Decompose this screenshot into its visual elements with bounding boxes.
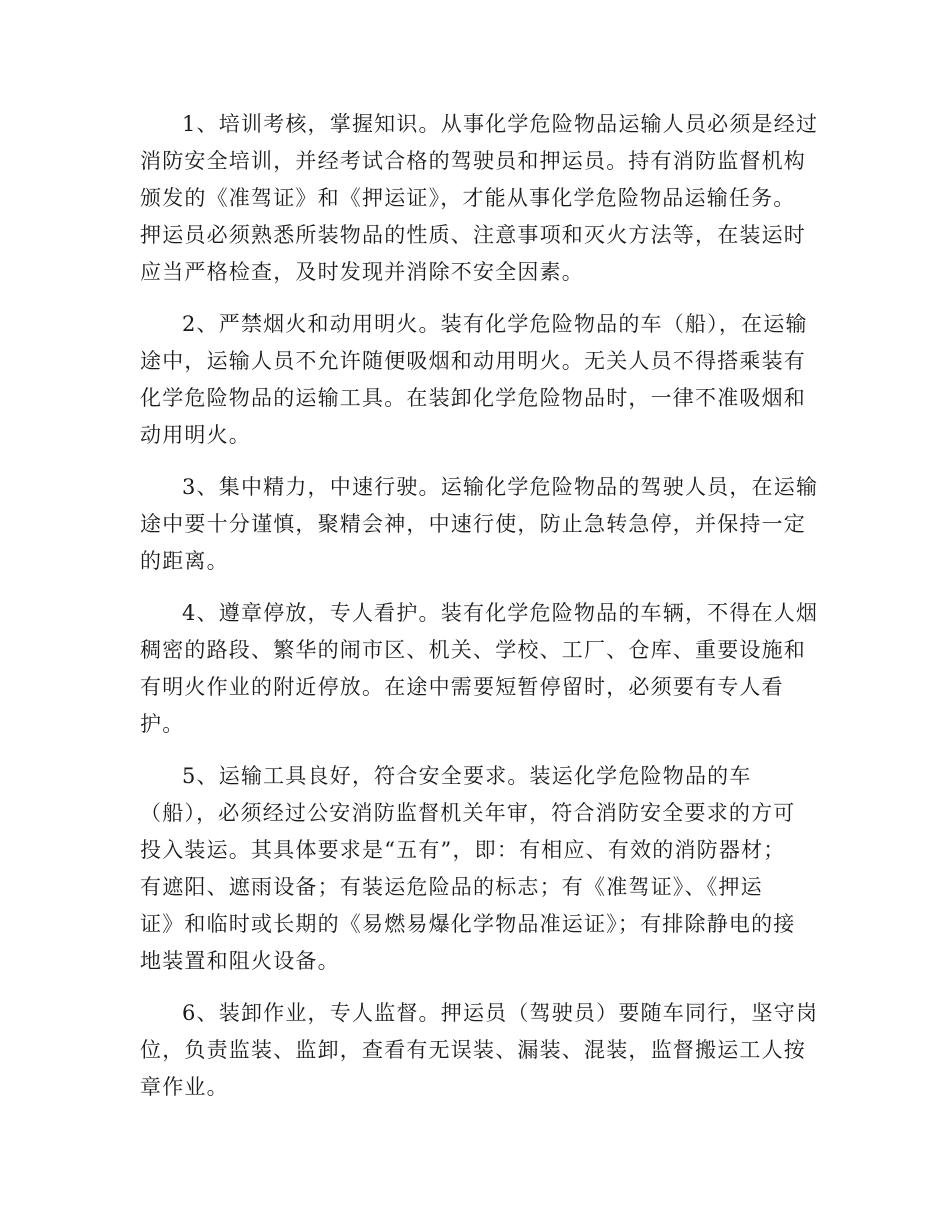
text-line: 1、培训考核，掌握知识。从事化学危险物品运输人员必须是经过 xyxy=(182,112,819,136)
paragraph-loading-supervision xyxy=(140,995,819,1106)
text-line: 5、运输工具良好，符合安全要求。装运化学危险物品的车 xyxy=(182,764,752,788)
paragraph-training xyxy=(140,106,819,291)
text-line: 动用明火。 xyxy=(140,423,251,447)
text-line: 地装置和阻火设备。 xyxy=(140,949,340,973)
text-line: 3、集中精力，中速行驶。运输化学危险物品的驾驶人员，在运输 xyxy=(182,475,819,499)
text-line: （船），必须经过公安消防监督机关年审，符合消防安全要求的方可 xyxy=(140,801,796,825)
text-line: 化学危险物品的运输工具。在装卸化学危险物品时，一律不准吸烟和 xyxy=(140,386,806,410)
paragraph-no-fire xyxy=(140,306,812,454)
text-line: 应当严格检查，及时发现并消除不安全因素。 xyxy=(140,260,584,284)
text-line: 4、遵章停放，专人看护。装有化学危险物品的车辆，不得在人烟 xyxy=(182,601,819,625)
text-line: 稠密的路段、繁华的闹市区、机关、学校、工厂、仓库、重要设施和 xyxy=(140,638,806,662)
text-line: 证》和临时或长期的《易燃易爆化学物品准运证》；有排除静电的接 xyxy=(140,912,796,936)
text-line: 途中，运输人员不允许随便吸烟和动用明火。无关人员不得搭乘装有 xyxy=(140,349,806,373)
document-body xyxy=(140,106,819,1121)
text-line: 的距离。 xyxy=(140,549,229,573)
text-line: 颁发的《准驾证》和《押运证》，才能从事化学危险物品运输任务。 xyxy=(140,186,796,210)
text-line: 护。 xyxy=(140,712,185,736)
text-line: 途中要十分谨慎，聚精会神，中速行使，防止急转急停，并保持一定 xyxy=(140,512,806,536)
text-line: 押运员必须熟悉所装物品的性质、注意事项和灭火方法等，在装运时 xyxy=(140,223,806,247)
paragraph-focus-driving xyxy=(140,469,819,580)
text-line: 有遮阳、遮雨设备；有装运危险品的标志；有《准驾证》、《押运 xyxy=(140,875,763,899)
text-line: 章作业。 xyxy=(140,1075,229,1099)
text-line: 6、装卸作业，专人监督。押运员（驾驶员）要随车同行，坚守岗 xyxy=(182,1001,819,1025)
paragraph-vehicle-requirements xyxy=(140,758,812,980)
text-line: 位，负责监装、监卸，查看有无误装、漏装、混装，监督搬运工人按 xyxy=(140,1038,806,1062)
text-line: 有明火作业的附近停放。在途中需要短暂停留时，必须要有专人看 xyxy=(140,675,784,699)
text-line: 消防安全培训，并经考试合格的驾驶员和押运员。持有消防监督机构 xyxy=(140,149,806,173)
text-line: 2、严禁烟火和动用明火。装有化学危险物品的车（船），在运输 xyxy=(182,312,808,336)
paragraph-parking xyxy=(140,595,819,743)
text-line: 投入装运。其具体要求是“五有”，即：有相应、有效的消防器材； xyxy=(140,838,786,862)
